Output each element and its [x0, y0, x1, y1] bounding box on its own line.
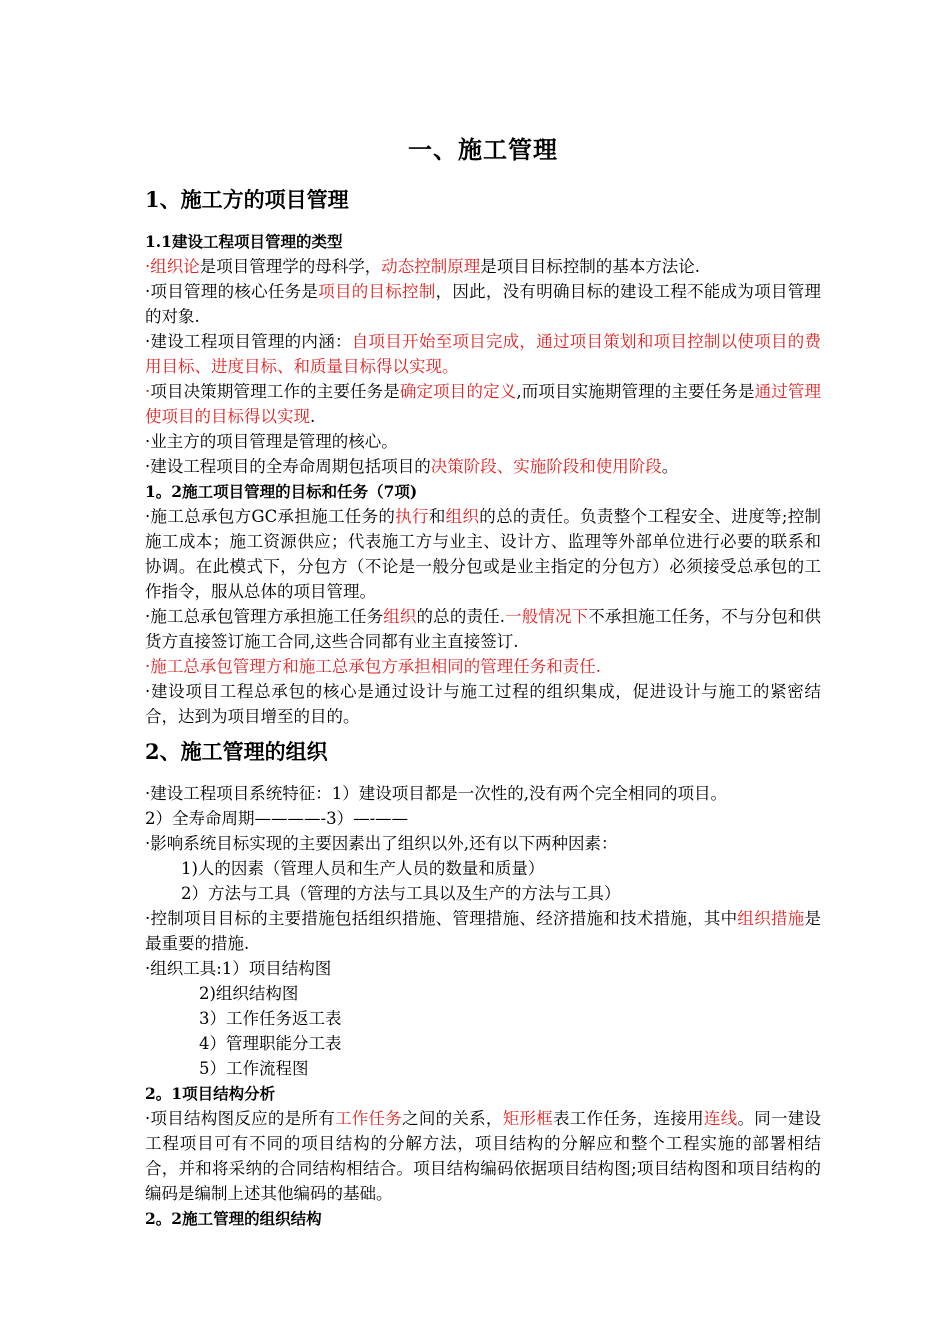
subsection-1-1-heading: 1.1建设工程项目管理的类型: [145, 232, 343, 251]
subsection-2-2-heading: 2。2施工管理的组织结构: [145, 1209, 322, 1228]
tool-item: 5）工作流程图: [199, 1059, 309, 1078]
paragraph: ·建设项目工程总承包的核心是通过设计与施工过程的组织集成，促进设计与施工的紧密结合，达到为项目增至的目的。: [145, 682, 821, 726]
paragraph: ·施工总承包方GC承担施工任务的执行和组织的总的责任。负责整个工程安全、进度等;控制施工成本；施工资源供应；代表施工方与业主、设计方、监理等外部单位进行必要的联系和协调。在此模式下，分包方（不论是一般分包或是业主指定的分包方）必须接受总承包的工作指令，服从总体的项目管理。: [145, 507, 822, 601]
tool-item: 3）工作任务返工表: [199, 1009, 342, 1028]
paragraph: ·项目结构图反应的是所有工作任务之间的关系，矩形框表工作任务，连接用连线。同一建设工程项目可有不同的项目结构的分解方法，项目结构的分解应和整个工程实施的部署相结合，并和将采纳的合同结构相结合。项目结构编码依据项目结构图;项目结构图和项目结构的编码是编制上述其他编码的基础。: [145, 1109, 822, 1203]
paragraph: ·建设工程项目系统特征：1）建设项目都是一次性的,没有两个完全相同的项目。: [145, 784, 727, 803]
paragraph: ·组织工具:1）项目结构图: [145, 959, 332, 978]
paragraph: ·建设工程项目管理的内涵：自项目开始至项目完成，通过项目策划和项目控制以使项目的费用目标、进度目标、和质量目标得以实现。: [145, 332, 822, 376]
page-title: 一、施工管理: [408, 135, 558, 164]
document-content: [145, 133, 821, 1231]
factor-item: 2）方法与工具（管理的方法与工具以及生产的方法与工具）: [181, 884, 621, 903]
section-2-heading: 2、施工管理的组织: [145, 739, 328, 764]
tool-item: 4）管理职能分工表: [199, 1034, 342, 1053]
paragraph: ·建设工程项目的全寿命周期包括项目的决策阶段、实施阶段和使用阶段。: [145, 457, 679, 476]
paragraph: 2）全寿命周期————-3）—-——: [145, 809, 409, 828]
paragraph: ·控制项目目标的主要措施包括组织措施、管理措施、经济措施和技术措施，其中组织措施是最重要的措施.: [145, 909, 821, 953]
subsection-2-1-heading: 2。1项目结构分析: [145, 1084, 276, 1103]
paragraph: ·施工总承包管理方和施工总承包方承担相同的管理任务和责任.: [145, 657, 601, 676]
paragraph: ·项目管理的核心任务是项目的目标控制，因此，没有明确目标的建设工程不能成为项目管理的对象.: [145, 282, 822, 326]
paragraph: ·项目决策期管理工作的主要任务是确定项目的定义,而项目实施期管理的主要任务是通过管理使项目的目标得以实现.: [145, 382, 822, 426]
section-1-heading: 1、施工方的项目管理: [145, 187, 349, 212]
paragraph: ·施工总承包管理方承担施工任务组织的总的责任.一般情况下不承担施工任务，不与分包和供货方直接签订施工合同,这些合同都有业主直接签订.: [145, 607, 822, 651]
paragraph: ·组织论是项目管理学的母科学，动态控制原理是项目目标控制的基本方法论.: [145, 257, 700, 276]
tool-item: 2)组织结构图: [199, 984, 299, 1003]
paragraph: ·影响系统目标实现的主要因素出了组织以外,还有以下两种因素：: [145, 834, 618, 853]
paragraph: ·业主方的项目管理是管理的核心。: [145, 432, 398, 451]
subsection-1-2-heading: 1。2施工项目管理的目标和任务（7项): [145, 482, 418, 501]
factor-item: 1)人的因素（管理人员和生产人员的数量和质量）: [181, 859, 545, 878]
